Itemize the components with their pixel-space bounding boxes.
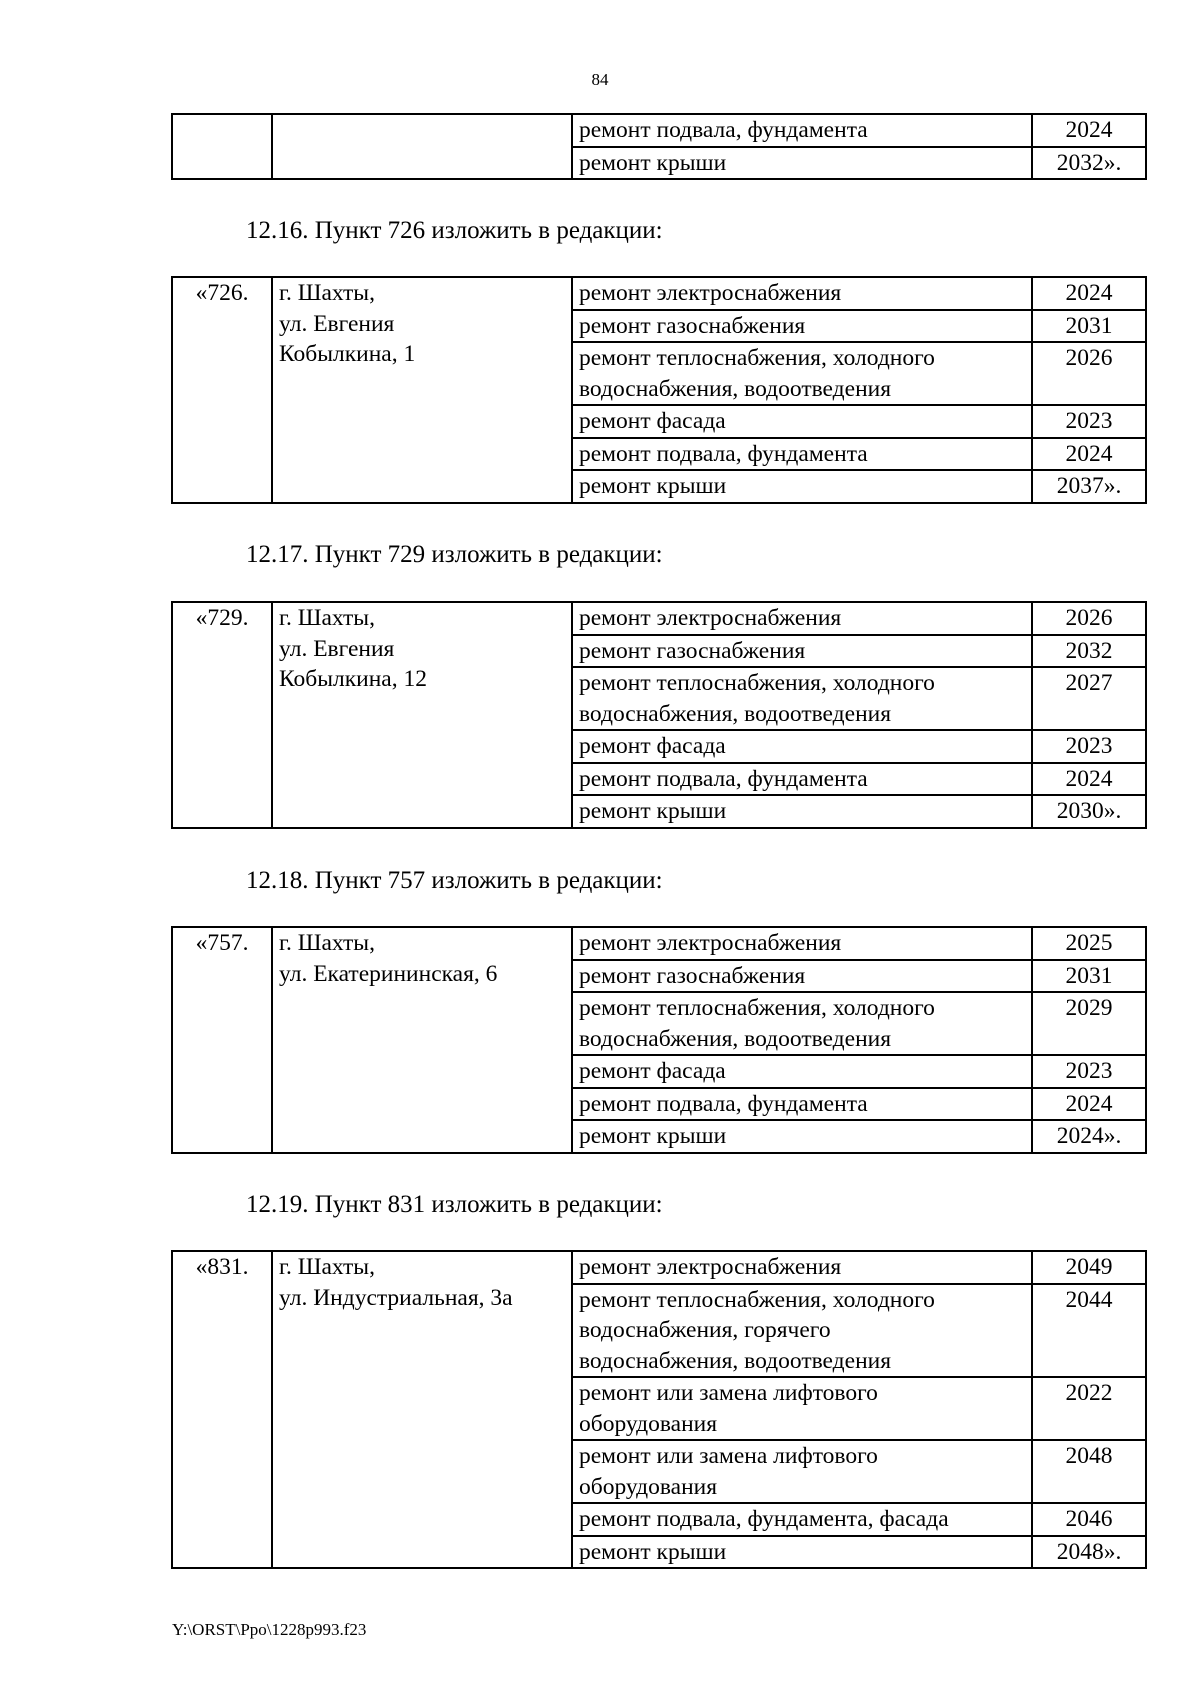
year-cell: 2023 xyxy=(1032,730,1146,763)
work-line: ремонт подвала, фундамента xyxy=(579,1090,868,1117)
work-line: ремонт крыши xyxy=(579,473,727,499)
work-line: водоснабжения, водоотведения xyxy=(579,1347,892,1374)
work-line: водоснабжения, водоотведения xyxy=(579,375,892,402)
item-number: «726. xyxy=(172,277,272,503)
year-cell: 2022 xyxy=(1032,1377,1146,1440)
work-cell xyxy=(572,342,1032,405)
year-cell: 2030». xyxy=(1032,795,1146,828)
year-cell: 2024 xyxy=(1032,438,1146,471)
year-cell: 2027 xyxy=(1032,667,1146,730)
work-line: ремонт крыши xyxy=(579,798,727,824)
work-cell xyxy=(572,1377,1032,1440)
work-cell: ремонт крыши xyxy=(572,147,1032,180)
number-cell xyxy=(172,114,272,179)
year-cell: 2046 xyxy=(1032,1503,1146,1536)
work-cell xyxy=(572,1120,1032,1153)
table-row xyxy=(172,927,1146,960)
work-cell xyxy=(572,1440,1032,1503)
work-cell xyxy=(572,438,1032,471)
work-line: ремонт газоснабжения xyxy=(579,312,806,339)
year-cell: 2044 xyxy=(1032,1284,1146,1378)
year-cell: 2023 xyxy=(1032,405,1146,438)
work-cell xyxy=(572,602,1032,635)
table-row xyxy=(172,114,1146,147)
work-cell xyxy=(572,405,1032,438)
work-cell xyxy=(572,960,1032,993)
work-line: ремонт подвала, фундамента xyxy=(579,765,868,792)
work-line: водоснабжения, горячего xyxy=(579,1317,831,1343)
year-cell: 2024». xyxy=(1032,1120,1146,1153)
work-cell xyxy=(572,763,1032,796)
year-cell: 2037». xyxy=(1032,470,1146,503)
year-cell: 2026 xyxy=(1032,602,1146,635)
year-cell: 2048 xyxy=(1032,1440,1146,1503)
year-cell: 2024 xyxy=(1032,763,1146,796)
work-cell xyxy=(572,635,1032,668)
work-cell xyxy=(572,310,1032,343)
item-number: «831. xyxy=(172,1251,272,1568)
address-cell xyxy=(272,1251,572,1568)
work-line: ремонт электроснабжения xyxy=(579,605,842,631)
table-row xyxy=(172,602,1146,635)
work-line: ремонт крыши xyxy=(579,1538,727,1565)
address-line: г. Шахты, xyxy=(279,605,375,631)
page-number: 84 xyxy=(591,70,609,89)
work-line: оборудования xyxy=(579,1473,718,1500)
work-cell xyxy=(572,730,1032,763)
item-number: «757. xyxy=(172,927,272,1153)
work-line: ремонт теплоснабжения, холодного xyxy=(579,1286,935,1313)
work-line: ремонт теплоснабжения, холодного xyxy=(579,670,935,696)
work-cell xyxy=(572,927,1032,960)
work-cell xyxy=(572,1284,1032,1378)
work-cell xyxy=(572,277,1032,310)
table-row xyxy=(172,1251,1146,1284)
year-cell: 2049 xyxy=(1032,1251,1146,1284)
work-line: оборудования xyxy=(579,1410,718,1437)
work-line: ремонт фасада xyxy=(579,1058,726,1084)
address-line: ул. Евгения xyxy=(279,310,395,337)
year-cell: 2026 xyxy=(1032,342,1146,405)
address-line: г. Шахты, xyxy=(279,280,375,306)
work-cell xyxy=(572,470,1032,503)
work-cell xyxy=(572,1055,1032,1088)
item-number: «729. xyxy=(172,602,272,828)
work-cell xyxy=(572,1251,1032,1284)
work-line: ремонт или замена лифтового xyxy=(579,1443,878,1469)
year-cell: 2048». xyxy=(1032,1536,1146,1569)
address-cell xyxy=(272,114,572,179)
work-line: ремонт подвала, фундамента xyxy=(579,440,868,467)
year-cell: 2025 xyxy=(1032,927,1146,960)
address-line: ул. Индустриальная, 3а xyxy=(279,1284,513,1311)
work-cell xyxy=(572,992,1032,1055)
section-heading: 12.19. Пункт 831 изложить в редакции: xyxy=(246,1191,663,1218)
address-line: г. Шахты, xyxy=(279,930,375,956)
work-cell xyxy=(572,795,1032,828)
section-heading: 12.18. Пункт 757 изложить в редакции: xyxy=(246,867,663,894)
work-cell xyxy=(572,1088,1032,1121)
year-cell: 2024 xyxy=(1032,1088,1146,1121)
repair-table xyxy=(171,601,1147,829)
work-line: водоснабжения, водоотведения xyxy=(579,700,892,727)
address-cell xyxy=(272,602,572,828)
work-line: ремонт теплоснабжения, холодного xyxy=(579,995,935,1021)
year-cell: 2031 xyxy=(1032,960,1146,993)
work-line: ремонт подвала, фундамента, фасада xyxy=(579,1506,949,1532)
table-row xyxy=(172,277,1146,310)
continuation-table xyxy=(171,113,1147,180)
work-line: ремонт фасада xyxy=(579,408,726,434)
address-line: Кобылкина, 12 xyxy=(279,666,427,692)
work-line: ремонт электроснабжения xyxy=(579,1254,842,1280)
year-cell: 2031 xyxy=(1032,310,1146,343)
work-line: водоснабжения, водоотведения xyxy=(579,1025,892,1052)
section-heading: 12.17. Пункт 729 изложить в редакции: xyxy=(246,541,663,568)
footer-file-path: Y:\ORST\Ppo\1228p993.f23 xyxy=(172,1620,367,1639)
work-line: ремонт электроснабжения xyxy=(579,280,842,306)
work-cell xyxy=(572,1503,1032,1536)
work-cell: ремонт подвала, фундамента xyxy=(572,114,1032,147)
work-line: ремонт крыши xyxy=(579,1123,727,1149)
section-heading: 12.16. Пункт 726 изложить в редакции: xyxy=(246,217,663,244)
repair-table xyxy=(171,276,1147,504)
year-cell: 2023 xyxy=(1032,1055,1146,1088)
work-line: ремонт электроснабжения xyxy=(579,930,842,956)
work-cell xyxy=(572,1536,1032,1569)
address-line: ул. Евгения xyxy=(279,635,395,662)
year-cell: 2024 xyxy=(1032,277,1146,310)
address-cell xyxy=(272,277,572,503)
work-line: ремонт фасада xyxy=(579,733,726,759)
address-cell xyxy=(272,927,572,1153)
year-cell: 2024 xyxy=(1032,114,1146,147)
work-line: ремонт газоснабжения xyxy=(579,962,806,989)
repair-table xyxy=(171,1250,1147,1569)
year-cell: 2032». xyxy=(1032,147,1146,180)
work-line: ремонт или замена лифтового xyxy=(579,1380,878,1406)
year-cell: 2029 xyxy=(1032,992,1146,1055)
work-line: ремонт газоснабжения xyxy=(579,637,806,664)
repair-table xyxy=(171,926,1147,1154)
work-line: ремонт теплоснабжения, холодного xyxy=(579,345,935,371)
work-cell xyxy=(572,667,1032,730)
year-cell: 2032 xyxy=(1032,635,1146,668)
address-line: ул. Екатерининская, 6 xyxy=(279,960,498,987)
address-line: Кобылкина, 1 xyxy=(279,341,416,367)
address-line: г. Шахты, xyxy=(279,1254,375,1280)
